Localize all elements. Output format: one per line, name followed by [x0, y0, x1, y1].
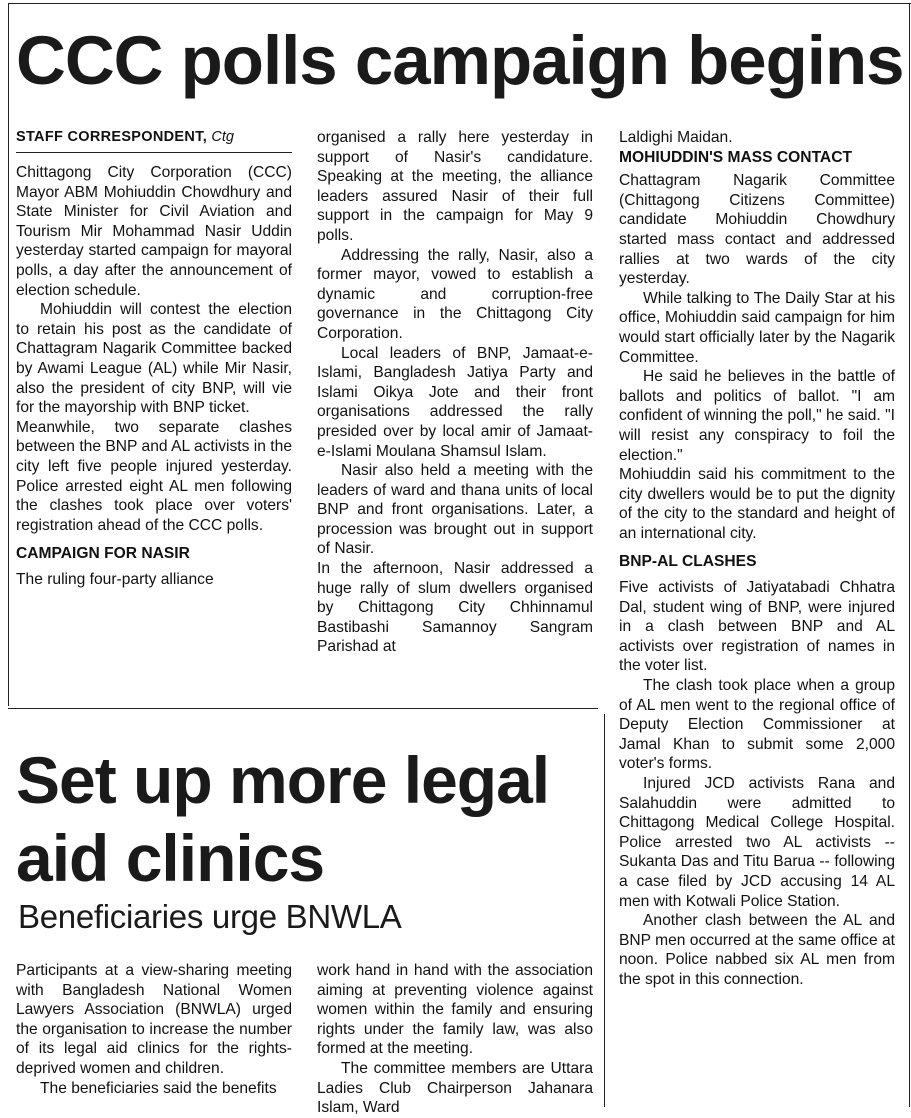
paragraph: Another clash between the AL and BNP men occurred at the same office at noon. Police nabbed six AL men from the spot in this connection.	[619, 912, 895, 988]
paragraph: He said he believes in the battle of ballots and politics of ballot. "I am confident of winning the poll," he said. "I will resist any conspiracy to foil the election."	[619, 368, 895, 464]
right-border-rule	[909, 3, 910, 1107]
paragraph: Meanwhile, two separate clashes between the BNP and AL activists in the city left five people injured yesterday. Police arrested eight AL men following the clashes took place over voters' registration ahead of the CCC polls.	[16, 418, 292, 534]
byline	[16, 126, 292, 148]
paragraph: Addressing the rally, Nasir, also a former mayor, vowed to establish a dynamic and corruption-free governance in the Chittagong City Corporation.	[317, 246, 593, 342]
story1-column-2	[317, 128, 593, 657]
headline-ccc-polls: CCC polls campaign begins	[16, 22, 904, 99]
story-divider-rule	[8, 708, 598, 709]
byline-name: STAFF CORRESPONDENT,	[16, 129, 208, 145]
paragraph: Chattagram Nagarik Committee (Chittagong Citizens Committee) candidate Mohiuddin Chowdhury started mass contact and addressed rallies at two wards of the city yesterday.	[619, 172, 895, 288]
top-rule	[8, 3, 911, 4]
paragraph: Nasir also held a meeting with the leaders of ward and thana units of local BNP and front organisations. Later, a procession was brought out in support of Nasir.	[317, 462, 593, 558]
paragraph: Participants at a view-sharing meeting with Bangladesh National Women Lawyers Association (BNWLA) urged the organisation to increase the number of its legal aid clinics for the rights-deprived women and children.	[16, 962, 292, 1077]
paragraph: work hand in hand with the association aiming at preventing violence against women within the family and ensuring rights under the family law, was also formed at the meeting.	[317, 962, 593, 1058]
paragraph: Laldighi Maidan.	[619, 129, 733, 146]
column-divider-rule	[604, 714, 605, 1107]
paragraph: The beneficiaries said the benefits	[40, 1079, 277, 1097]
paragraph: The clash took place when a group of AL men went to the regional office of Deputy Election Commissioner at Jamal Khan to submit some 2,000 voter's forms.	[619, 677, 895, 773]
story2-column-1	[16, 961, 292, 1098]
subhead-mass-contact: MOHIUDDIN'S MASS CONTACT	[619, 148, 852, 166]
deck-beneficiaries: Beneficiaries urge BNWLA	[18, 898, 402, 935]
story1-column-3	[619, 128, 895, 990]
paragraph: In the afternoon, Nasir addressed a huge rally of slum dwellers organised by Chittagong City Chhinnamul Bastibashi Samannoy Sangram Parishad at	[317, 560, 593, 656]
byline-place: Ctg	[211, 129, 234, 145]
paragraph: Mohiuddin will contest the election to retain his post as the candidate of Chattagram Nagarik Committee backed by Awami League (AL) while Mir Nasir, also the president of city BNP, will vie for the mayorship with BNP ticket.	[16, 301, 292, 417]
headline-legal-aid-line2: aid clinics	[16, 821, 325, 895]
paragraph: While talking to The Daily Star at his office, Mohiuddin said campaign for him would start officially later by the Nagarik Committee.	[619, 289, 895, 366]
paragraph: Injured JCD activists Rana and Salahuddin were admitted to Chittagong Medical College Hospital. Police arrested two AL activists -- Sukanta Das and Titu Barua -- following a case filed by JCD accusing 14 AL men with Kotwali Police Station.	[619, 775, 895, 910]
paragraph: Chittagong City Corporation (CCC) Mayor ABM Mohiuddin Chowdhury and State Minister for Civil Aviation and Tourism Mir Mohammad Nasir Uddin yesterday started campaign for mayoral polls, a day after the announcement of election schedule.	[16, 164, 292, 299]
paragraph: Local leaders of BNP, Jamaat-e-Islami, Bangladesh Jatiya Party and Islami Oikya Jote and their front organisations addressed the rally presided over by local amir of Jamaat-e-Islami Moulana Shamsul Islam.	[317, 344, 593, 460]
paragraph: Five activists of Jatiyatabadi Chhatra Dal, student wing of BNP, were injured in a clash between BNP and AL activists over registration of names in the voter list.	[619, 579, 895, 675]
left-border-rule	[8, 3, 9, 706]
headline-legal-aid-line1: Set up more legal	[16, 743, 550, 817]
subhead-campaign-for-nasir: CAMPAIGN FOR NASIR	[16, 545, 190, 563]
paragraph: Mohiuddin said his commitment to the city dwellers would be to put the dignity of the city to the standard and height of an international city.	[619, 466, 895, 542]
story1-column-1	[16, 126, 292, 589]
paragraph: The ruling four-party alliance	[16, 570, 214, 588]
subhead-bnp-al-clashes: BNP-AL CLASHES	[619, 553, 757, 571]
story2-column-2	[317, 961, 593, 1118]
paragraph: The committee members are Uttara Ladies Club Chairperson Jahanara Islam, Ward	[317, 1059, 593, 1117]
paragraph: organised a rally here yesterday in support of Nasir's candidature. Speaking at the meeting, the alliance leaders assured Nasir of their full support in the campaign for May 9 polls.	[317, 129, 593, 244]
